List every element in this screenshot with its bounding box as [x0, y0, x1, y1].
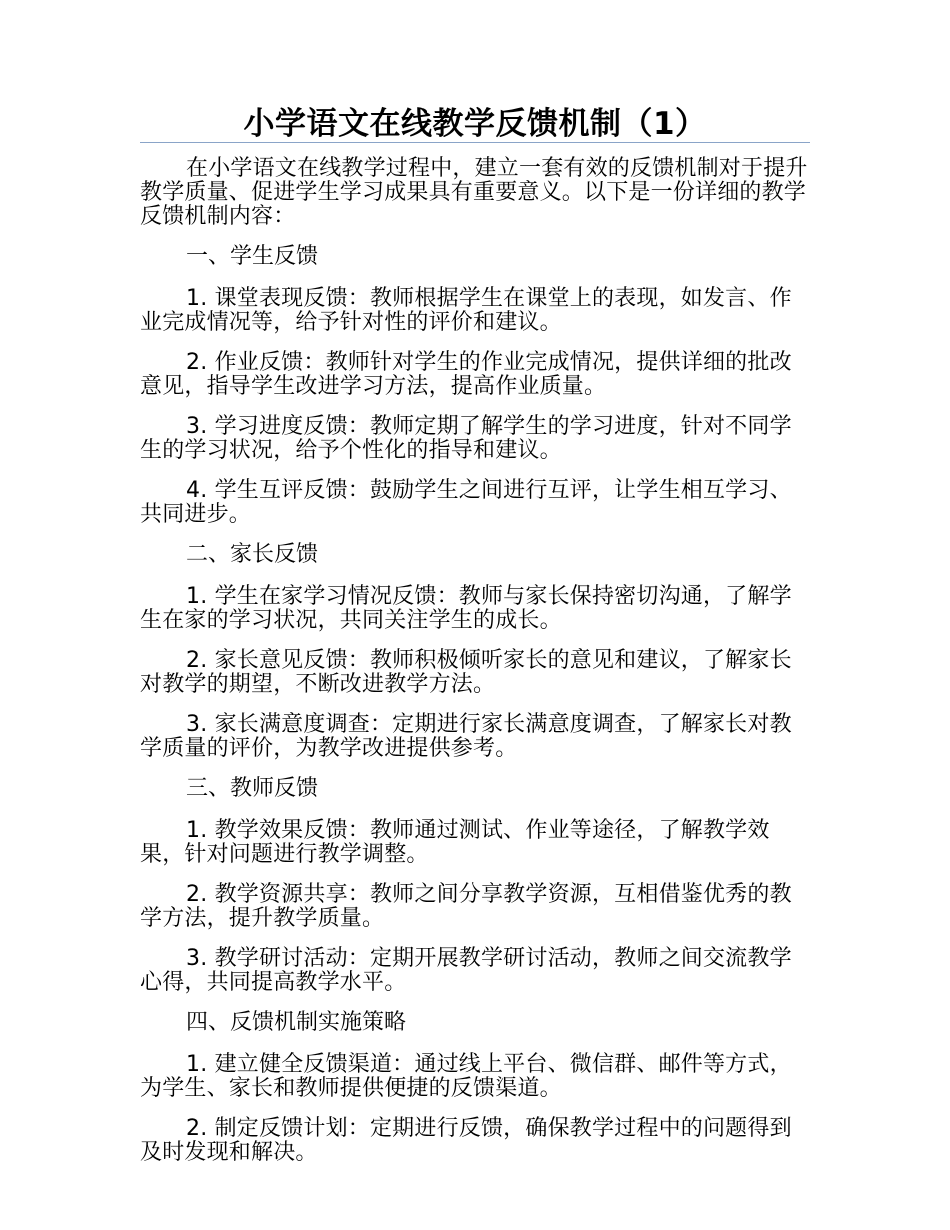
paragraph: 2. 家长意见反馈：教师积极倾听家长的意见和建议，了解家长对教学的期望，不断改进教学方法。 [140, 648, 792, 697]
document-title: 小学语文在线教学反馈机制（1） [243, 106, 707, 142]
paragraph: 1. 建立健全反馈渠道：通过线上平台、微信群、邮件等方式，为学生、家长和教师提供便捷的反馈渠道。 [140, 1052, 792, 1101]
document-page [140, 104, 810, 1181]
document-body [140, 157, 810, 1165]
paragraph: 3. 教学研讨活动：定期开展教学研讨活动，教师之间交流教学心得，共同提高教学水平。 [140, 946, 792, 995]
paragraph: 3. 学习进度反馈：教师定期了解学生的学习进度，针对不同学生的学习状况，给予个性化的指导和建议。 [140, 414, 792, 463]
paragraph: 3. 家长满意度调查：定期进行家长满意度调查，了解家长对教学质量的评价，为教学改进提供参考。 [140, 712, 792, 761]
section-heading-students: 一、学生反馈 [186, 244, 319, 269]
paragraph: 4. 学生互评反馈：鼓励学生之间进行互评，让学生相互学习、共同进步。 [140, 478, 792, 527]
paragraph: 2. 作业反馈：教师针对学生的作业完成情况，提供详细的批改意见，指导学生改进学习方法，提高作业质量。 [140, 350, 792, 399]
paragraph: 1. 教学效果反馈：教师通过测试、作业等途径，了解教学效果，针对问题进行教学调整。 [140, 818, 770, 867]
paragraph: 2. 制定反馈计划：定期进行反馈，确保教学过程中的问题得到及时发现和解决。 [140, 1116, 792, 1165]
paragraph: 2. 教学资源共享：教师之间分享教学资源，互相借鉴优秀的教学方法，提升教学质量。 [140, 882, 792, 931]
section-heading-parents: 二、家长反馈 [186, 542, 319, 567]
paragraph: 1. 学生在家学习情况反馈：教师与家长保持密切沟通，了解学生在家的学习状况，共同关注学生的成长。 [140, 584, 792, 633]
section-heading-strategy: 四、反馈机制实施策略 [186, 1010, 407, 1035]
intro-paragraph: 在小学语文在线教学过程中，建立一套有效的反馈机制对于提升教学质量、促进学生学习成果具有重要意义。以下是一份详细的教学反馈机制内容： [140, 156, 808, 229]
section-heading-teachers: 三、教师反馈 [186, 776, 319, 801]
paragraph: 1. 课堂表现反馈：教师根据学生在课堂上的表现，如发言、作业完成情况等，给予针对性的评价和建议。 [140, 286, 792, 335]
